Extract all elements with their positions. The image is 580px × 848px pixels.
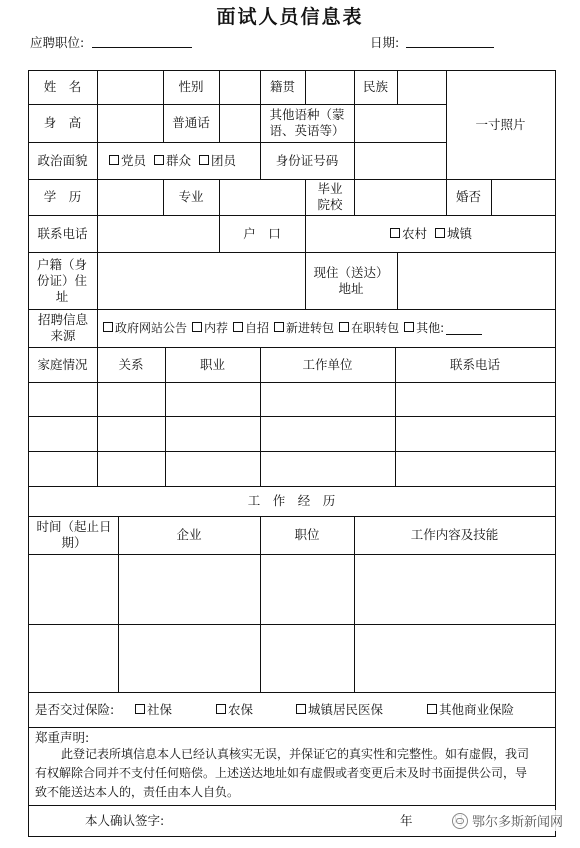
family-row[interactable] (29, 452, 555, 486)
other-language-field[interactable] (355, 105, 446, 142)
family-label: 家庭情况 (37, 356, 88, 372)
checkbox-icon[interactable] (339, 322, 349, 332)
checkbox-icon[interactable] (274, 322, 284, 332)
checkbox-icon[interactable] (135, 704, 145, 714)
checkbox-icon[interactable] (216, 704, 226, 714)
recruit-option[interactable] (101, 320, 187, 336)
work-col-time: 时间（起止日期） (36, 519, 112, 550)
mandarin-field[interactable] (220, 105, 260, 142)
name-label: 姓 名 (43, 79, 82, 94)
family-row[interactable] (29, 417, 555, 451)
gender-label: 性别 (178, 79, 204, 94)
work-row[interactable] (29, 555, 555, 624)
recruit-option[interactable] (231, 320, 269, 336)
date-label: 日期: (370, 35, 400, 50)
watermark-text: 鄂尔多斯新闻网 (471, 815, 563, 830)
phone-label: 联系电话 (37, 225, 88, 241)
work-col-position: 职位 (294, 527, 320, 542)
hukou-address-field[interactable] (98, 253, 305, 309)
education-label: 学 历 (43, 189, 82, 204)
declaration-line: 此登记表所填信息本人已经认真核实无误，并保证它的真实性和完整性。如有虚假，我司 (61, 747, 530, 761)
family-col-workplace: 工作单位 (302, 356, 353, 372)
hukou-label: 户 口 (243, 225, 281, 241)
other-language-label: 其他语种（蒙语、英语等） (269, 107, 345, 138)
other-blank-field[interactable] (446, 322, 482, 335)
signature-field[interactable] (170, 810, 370, 832)
major-label: 专业 (178, 189, 204, 204)
option-label: 内荐 (204, 321, 229, 335)
name-field[interactable] (98, 71, 163, 104)
recruit-source-options (101, 309, 482, 347)
insurance-label: 是否交过保险: (35, 701, 115, 717)
option-label: 社保 (147, 701, 173, 717)
current-address-field[interactable] (398, 253, 555, 309)
checkbox-icon[interactable] (109, 155, 119, 165)
height-field[interactable] (98, 105, 163, 142)
option-label: 农村 (402, 225, 428, 241)
current-address-label: 现住（送达）地址 (313, 264, 389, 296)
family-row[interactable] (29, 383, 555, 416)
hukou-options (388, 215, 478, 252)
signature-label: 本人确认签字: (85, 813, 165, 828)
native-place-field[interactable] (306, 71, 354, 104)
insurance-option-rural[interactable] (214, 692, 253, 727)
checkbox-icon[interactable] (154, 155, 164, 165)
marital-field[interactable] (492, 180, 555, 215)
insurance-option-commercial[interactable] (425, 692, 514, 727)
work-row[interactable] (29, 625, 555, 692)
id-number-field[interactable] (355, 143, 446, 179)
insurance-option-urban-medical[interactable] (294, 692, 383, 727)
form-title: 面试人员信息表 (216, 6, 364, 28)
recruit-option-other[interactable] (402, 320, 482, 336)
checkbox-icon[interactable] (404, 322, 414, 332)
political-label: 政治面貌 (37, 152, 88, 168)
option-label: 团员 (211, 152, 237, 168)
family-col-relation: 关系 (118, 356, 144, 372)
checkbox-icon[interactable] (390, 228, 400, 238)
marital-label: 婚否 (455, 189, 481, 204)
wechat-logo-icon (452, 813, 468, 829)
recruit-source-label: 招聘信息来源 (37, 312, 88, 343)
hukou-option-town[interactable] (433, 226, 472, 242)
watermark (449, 810, 566, 831)
declaration-line: 有权解除合同并不支付任何赔偿。上述送达地址如有虚假或者变更后未及时书面提供公司，导 (35, 766, 528, 780)
option-label: 政府网站公告 (115, 321, 188, 335)
insurance-option-social[interactable] (133, 692, 172, 727)
recruit-option[interactable] (337, 320, 399, 336)
work-col-duties: 工作内容及技能 (410, 527, 499, 542)
political-option[interactable] (107, 153, 146, 169)
option-label: 在职转包 (351, 321, 400, 335)
gender-field[interactable] (220, 71, 260, 104)
option-label: 新进转包 (286, 321, 335, 335)
height-label: 身 高 (43, 115, 82, 130)
option-label: 党员 (121, 152, 147, 168)
option-label: 农保 (228, 701, 254, 717)
work-section-title: 工 作 经 历 (247, 493, 336, 508)
signature-year: 年 (400, 813, 413, 828)
checkbox-icon[interactable] (233, 322, 243, 332)
hukou-option-rural[interactable] (388, 226, 427, 242)
option-label: 群众 (166, 152, 192, 168)
recruit-option[interactable] (272, 320, 334, 336)
option-label: 其他: (416, 321, 445, 335)
photo-box[interactable]: 一寸照片 (475, 116, 526, 132)
checkbox-icon[interactable] (199, 155, 209, 165)
education-field[interactable] (98, 180, 163, 215)
mandarin-label: 普通话 (172, 115, 210, 130)
position-label: 应聘职位: (30, 35, 85, 50)
political-option[interactable] (197, 153, 236, 169)
political-option[interactable] (152, 153, 191, 169)
option-label: 自招 (245, 321, 270, 335)
ethnicity-label: 民族 (362, 79, 388, 94)
major-field[interactable] (220, 180, 305, 215)
ethnicity-field[interactable] (398, 71, 446, 104)
checkbox-icon[interactable] (427, 704, 437, 714)
recruit-option[interactable] (190, 320, 228, 336)
political-options (107, 142, 242, 179)
checkbox-icon[interactable] (192, 322, 202, 332)
native-place-label: 籍贯 (269, 79, 295, 94)
option-label: 城镇 (447, 225, 473, 241)
family-col-occupation: 职业 (199, 356, 225, 372)
option-label: 城镇居民医保 (308, 701, 384, 717)
declaration-text (35, 745, 550, 802)
family-col-phone: 联系电话 (449, 356, 500, 372)
option-label: 其他商业保险 (439, 701, 515, 717)
id-number-label: 身份证号码 (275, 152, 339, 168)
checkbox-icon[interactable] (435, 228, 445, 238)
graduate-school-field[interactable] (355, 180, 446, 215)
phone-field[interactable] (98, 216, 219, 252)
checkbox-icon[interactable] (296, 704, 306, 714)
work-col-company: 企业 (176, 527, 202, 542)
checkbox-icon[interactable] (103, 322, 113, 332)
hukou-address-label: 户籍（身份证）住址 (36, 256, 87, 304)
declaration-heading: 郑重声明: (35, 730, 90, 745)
declaration-line: 致不能送达本人的，责任由本人自负。 (35, 785, 240, 799)
graduate-school-label: 毕业院校 (317, 181, 343, 212)
